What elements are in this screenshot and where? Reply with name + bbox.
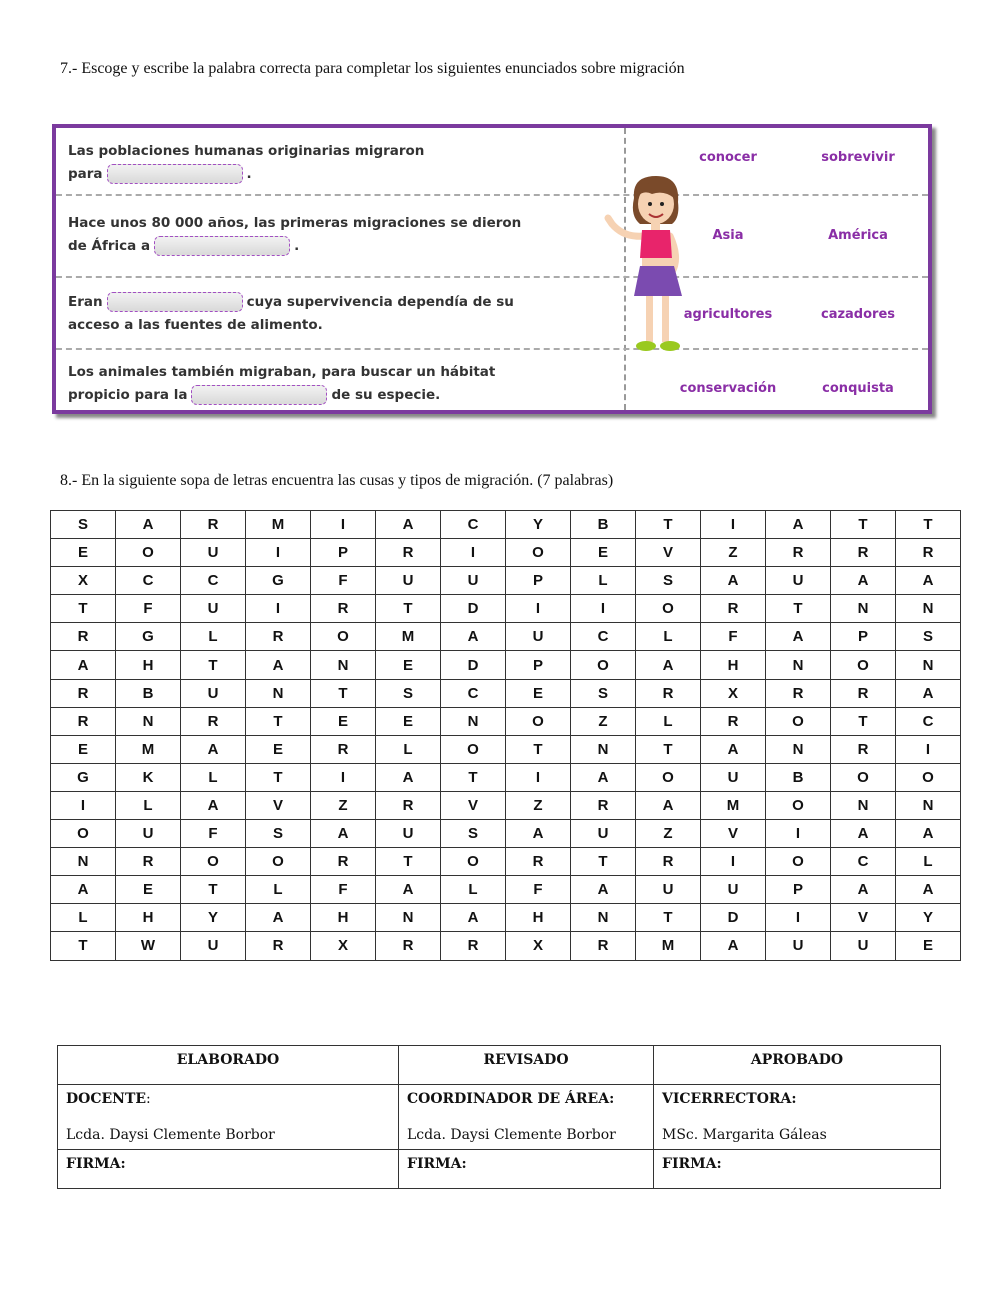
- grid-letter-cell[interactable]: F: [701, 623, 766, 651]
- grid-letter-cell[interactable]: L: [181, 623, 246, 651]
- grid-letter-cell[interactable]: R: [636, 679, 701, 707]
- grid-row: [51, 595, 961, 623]
- grid-letter-cell[interactable]: V: [246, 791, 311, 819]
- grid-letter-cell[interactable]: Y: [896, 904, 961, 932]
- header-elaborado: ELABORADO: [58, 1046, 399, 1085]
- grid-letter-cell[interactable]: M: [701, 791, 766, 819]
- grid-letter-cell[interactable]: L: [181, 763, 246, 791]
- grid-letter-cell[interactable]: O: [506, 707, 571, 735]
- grid-letter-cell[interactable]: O: [311, 623, 376, 651]
- grid-letter-cell[interactable]: O: [571, 651, 636, 679]
- grid-letter-cell[interactable]: A: [701, 932, 766, 960]
- grid-letter-cell[interactable]: O: [766, 848, 831, 876]
- grid-letter-cell[interactable]: Y: [181, 904, 246, 932]
- grid-letter-cell[interactable]: R: [116, 848, 181, 876]
- grid-letter-cell[interactable]: C: [831, 848, 896, 876]
- grid-letter-cell[interactable]: L: [571, 567, 636, 595]
- grid-letter-cell[interactable]: P: [311, 539, 376, 567]
- grid-letter-cell[interactable]: R: [376, 539, 441, 567]
- grid-letter-cell[interactable]: R: [376, 932, 441, 960]
- grid-letter-cell[interactable]: A: [311, 820, 376, 848]
- grid-letter-cell[interactable]: X: [311, 932, 376, 960]
- grid-letter-cell[interactable]: S: [51, 511, 116, 539]
- grid-letter-cell[interactable]: F: [506, 876, 571, 904]
- grid-letter-cell[interactable]: I: [896, 735, 961, 763]
- grid-letter-cell[interactable]: F: [311, 876, 376, 904]
- grid-letter-cell[interactable]: E: [116, 876, 181, 904]
- row-divider: [56, 276, 928, 278]
- sentence-4: Los animales también migraban, para buscar un hábitat propicio para la de su especie.: [68, 364, 496, 403]
- grid-letter-cell[interactable]: I: [311, 763, 376, 791]
- grid-letter-cell[interactable]: P: [506, 651, 571, 679]
- grid-letter-cell[interactable]: D: [441, 651, 506, 679]
- grid-letter-cell[interactable]: P: [766, 876, 831, 904]
- name-vicerrectora: MSc. Margarita Gáleas: [662, 1127, 827, 1143]
- grid-letter-cell[interactable]: U: [181, 932, 246, 960]
- option-conquista[interactable]: conquista: [822, 381, 894, 396]
- grid-letter-cell[interactable]: O: [441, 735, 506, 763]
- grid-letter-cell[interactable]: R: [181, 707, 246, 735]
- grid-letter-cell[interactable]: Z: [636, 820, 701, 848]
- grid-letter-cell[interactable]: T: [831, 511, 896, 539]
- grid-letter-cell[interactable]: V: [701, 820, 766, 848]
- grid-letter-cell[interactable]: I: [701, 511, 766, 539]
- grid-letter-cell[interactable]: R: [311, 735, 376, 763]
- grid-letter-cell[interactable]: A: [831, 567, 896, 595]
- grid-letter-cell[interactable]: N: [766, 651, 831, 679]
- grid-letter-cell[interactable]: N: [831, 595, 896, 623]
- grid-letter-cell[interactable]: I: [246, 539, 311, 567]
- grid-row: [51, 679, 961, 707]
- option-asia[interactable]: Asia: [712, 228, 744, 243]
- grid-letter-cell[interactable]: O: [116, 539, 181, 567]
- grid-row: [51, 567, 961, 595]
- grid-row: [51, 932, 961, 960]
- sentence-1: Las poblaciones humanas originarias migraron para .: [68, 143, 425, 182]
- grid-letter-cell[interactable]: R: [831, 679, 896, 707]
- grid-letter-cell[interactable]: U: [701, 876, 766, 904]
- grid-letter-cell[interactable]: N: [766, 735, 831, 763]
- grid-letter-cell[interactable]: R: [246, 623, 311, 651]
- grid-letter-cell[interactable]: S: [246, 820, 311, 848]
- grid-letter-cell[interactable]: T: [896, 511, 961, 539]
- grid-letter-cell[interactable]: O: [246, 848, 311, 876]
- grid-letter-cell[interactable]: P: [506, 567, 571, 595]
- grid-letter-cell[interactable]: C: [896, 707, 961, 735]
- grid-letter-cell[interactable]: V: [831, 904, 896, 932]
- grid-letter-cell[interactable]: A: [51, 651, 116, 679]
- blank-input-2[interactable]: [154, 236, 290, 256]
- cell-coordinador: [399, 1085, 654, 1150]
- grid-letter-cell[interactable]: Z: [701, 539, 766, 567]
- cell-docente: DOCENTE: Lcda. Daysi Clemente Borbor: [58, 1085, 399, 1150]
- grid-letter-cell[interactable]: I: [311, 511, 376, 539]
- grid-letter-cell[interactable]: T: [636, 735, 701, 763]
- grid-letter-cell[interactable]: A: [376, 763, 441, 791]
- grid-letter-cell[interactable]: K: [116, 763, 181, 791]
- grid-letter-cell[interactable]: O: [831, 763, 896, 791]
- grid-letter-cell[interactable]: R: [766, 539, 831, 567]
- role-coordinador: COORDINADOR DE ÁREA:: [407, 1091, 615, 1107]
- grid-letter-cell[interactable]: T: [246, 707, 311, 735]
- role-docente: DOCENTE: [66, 1091, 147, 1107]
- grid-letter-cell[interactable]: S: [571, 679, 636, 707]
- grid-letter-cell[interactable]: T: [831, 707, 896, 735]
- grid-letter-cell[interactable]: Y: [506, 511, 571, 539]
- grid-row: [51, 735, 961, 763]
- option-america[interactable]: América: [828, 228, 888, 243]
- grid-letter-cell[interactable]: T: [51, 932, 116, 960]
- grid-letter-cell[interactable]: E: [246, 735, 311, 763]
- grid-letter-cell[interactable]: E: [506, 679, 571, 707]
- grid-letter-cell[interactable]: Z: [571, 707, 636, 735]
- grid-letter-cell[interactable]: A: [181, 735, 246, 763]
- grid-letter-cell[interactable]: H: [116, 904, 181, 932]
- grid-letter-cell[interactable]: M: [116, 735, 181, 763]
- word-search-grid: [50, 510, 961, 961]
- grid-letter-cell[interactable]: L: [116, 791, 181, 819]
- girl-pointing-illustration: [594, 168, 704, 368]
- grid-row: [51, 820, 961, 848]
- grid-letter-cell[interactable]: A: [766, 623, 831, 651]
- grid-letter-cell[interactable]: O: [636, 595, 701, 623]
- header-aprobado: APROBADO: [654, 1046, 941, 1085]
- grid-letter-cell[interactable]: A: [376, 511, 441, 539]
- header-revisado: REVISADO: [399, 1046, 654, 1085]
- grid-letter-cell[interactable]: E: [896, 932, 961, 960]
- grid-letter-cell[interactable]: X: [506, 932, 571, 960]
- grid-letter-cell[interactable]: A: [506, 820, 571, 848]
- grid-letter-cell[interactable]: C: [441, 511, 506, 539]
- grid-letter-cell[interactable]: W: [116, 932, 181, 960]
- grid-row: [51, 876, 961, 904]
- grid-letter-cell[interactable]: I: [441, 539, 506, 567]
- grid-letter-cell[interactable]: U: [636, 876, 701, 904]
- grid-letter-cell[interactable]: A: [246, 904, 311, 932]
- grid-letter-cell[interactable]: T: [246, 763, 311, 791]
- grid-letter-cell[interactable]: A: [246, 651, 311, 679]
- grid-letter-cell[interactable]: U: [181, 539, 246, 567]
- grid-letter-cell[interactable]: L: [51, 904, 116, 932]
- grid-letter-cell[interactable]: H: [701, 651, 766, 679]
- option-conservacion[interactable]: conservación: [679, 381, 777, 396]
- grid-letter-cell[interactable]: R: [376, 791, 441, 819]
- grid-letter-cell[interactable]: V: [441, 791, 506, 819]
- grid-letter-cell[interactable]: E: [376, 707, 441, 735]
- grid-letter-cell[interactable]: L: [636, 707, 701, 735]
- exercise-box: [52, 124, 932, 414]
- firma-coordinador: FIRMA:: [399, 1150, 654, 1189]
- grid-letter-cell[interactable]: T: [441, 763, 506, 791]
- grid-letter-cell[interactable]: A: [571, 876, 636, 904]
- grid-letter-cell[interactable]: P: [831, 623, 896, 651]
- grid-letter-cell[interactable]: N: [116, 707, 181, 735]
- grid-row: [51, 791, 961, 819]
- grid-letter-cell[interactable]: U: [571, 820, 636, 848]
- name-coordinador: Lcda. Daysi Clemente Borbor: [407, 1127, 616, 1143]
- grid-letter-cell[interactable]: A: [636, 791, 701, 819]
- grid-row: [51, 848, 961, 876]
- grid-letter-cell[interactable]: L: [246, 876, 311, 904]
- grid-letter-cell[interactable]: N: [571, 735, 636, 763]
- grid-letter-cell[interactable]: A: [441, 904, 506, 932]
- grid-row: [51, 539, 961, 567]
- grid-row: [51, 763, 961, 791]
- grid-letter-cell[interactable]: E: [51, 735, 116, 763]
- grid-letter-cell[interactable]: O: [181, 848, 246, 876]
- option-agricultores[interactable]: agricultores: [683, 307, 773, 322]
- grid-letter-cell[interactable]: R: [636, 848, 701, 876]
- grid-letter-cell[interactable]: R: [51, 679, 116, 707]
- grid-letter-cell[interactable]: E: [571, 539, 636, 567]
- grid-letter-cell[interactable]: A: [831, 876, 896, 904]
- grid-row: [51, 904, 961, 932]
- grid-letter-cell[interactable]: A: [701, 567, 766, 595]
- grid-letter-cell[interactable]: U: [376, 567, 441, 595]
- grid-letter-cell[interactable]: O: [766, 707, 831, 735]
- grid-letter-cell[interactable]: U: [181, 595, 246, 623]
- grid-letter-cell[interactable]: A: [181, 791, 246, 819]
- row-divider: [56, 348, 928, 350]
- grid-letter-cell[interactable]: R: [831, 539, 896, 567]
- grid-letter-cell[interactable]: T: [506, 735, 571, 763]
- grid-letter-cell[interactable]: U: [766, 932, 831, 960]
- grid-letter-cell[interactable]: L: [376, 735, 441, 763]
- role-vicerrectora: VICERRECTORA:: [662, 1091, 797, 1107]
- grid-letter-cell[interactable]: F: [116, 595, 181, 623]
- grid-letter-cell[interactable]: E: [311, 707, 376, 735]
- grid-letter-cell[interactable]: A: [896, 567, 961, 595]
- grid-letter-cell[interactable]: N: [896, 651, 961, 679]
- grid-letter-cell[interactable]: N: [311, 651, 376, 679]
- grid-letter-cell[interactable]: I: [51, 791, 116, 819]
- grid-letter-cell[interactable]: T: [636, 904, 701, 932]
- blank-input-4[interactable]: [191, 385, 327, 405]
- grid-letter-cell[interactable]: A: [896, 679, 961, 707]
- grid-letter-cell[interactable]: T: [311, 679, 376, 707]
- grid-letter-cell[interactable]: I: [701, 848, 766, 876]
- grid-letter-cell[interactable]: I: [571, 595, 636, 623]
- grid-letter-cell[interactable]: A: [766, 511, 831, 539]
- grid-letter-cell[interactable]: H: [116, 651, 181, 679]
- cell-vicerrectora: [654, 1085, 941, 1150]
- grid-letter-cell[interactable]: T: [181, 876, 246, 904]
- grid-letter-cell[interactable]: R: [51, 707, 116, 735]
- grid-letter-cell[interactable]: A: [51, 876, 116, 904]
- name-docente: Lcda. Daysi Clemente Borbor: [66, 1127, 275, 1143]
- grid-letter-cell[interactable]: U: [831, 932, 896, 960]
- grid-letter-cell[interactable]: O: [636, 763, 701, 791]
- grid-letter-cell[interactable]: R: [506, 848, 571, 876]
- grid-letter-cell[interactable]: U: [376, 820, 441, 848]
- grid-letter-cell[interactable]: I: [766, 904, 831, 932]
- grid-letter-cell[interactable]: R: [831, 735, 896, 763]
- grid-letter-cell[interactable]: R: [181, 511, 246, 539]
- grid-letter-cell[interactable]: U: [701, 763, 766, 791]
- grid-letter-cell[interactable]: B: [766, 763, 831, 791]
- grid-letter-cell[interactable]: A: [441, 623, 506, 651]
- grid-letter-cell[interactable]: I: [506, 763, 571, 791]
- option-conocer[interactable]: conocer: [699, 150, 757, 165]
- grid-letter-cell[interactable]: G: [246, 567, 311, 595]
- signature-table: [57, 1045, 941, 1189]
- grid-letter-cell[interactable]: B: [571, 511, 636, 539]
- grid-letter-cell[interactable]: E: [51, 539, 116, 567]
- grid-row: [51, 707, 961, 735]
- grid-letter-cell[interactable]: U: [181, 679, 246, 707]
- grid-letter-cell[interactable]: S: [441, 820, 506, 848]
- grid-letter-cell[interactable]: E: [376, 651, 441, 679]
- grid-letter-cell[interactable]: N: [896, 791, 961, 819]
- row-divider: [56, 194, 928, 196]
- grid-letter-cell[interactable]: A: [376, 876, 441, 904]
- grid-letter-cell[interactable]: A: [896, 820, 961, 848]
- grid-letter-cell[interactable]: L: [636, 623, 701, 651]
- blank-input-1[interactable]: [107, 164, 243, 184]
- grid-letter-cell[interactable]: D: [701, 904, 766, 932]
- grid-letter-cell[interactable]: N: [441, 707, 506, 735]
- grid-letter-cell[interactable]: T: [571, 848, 636, 876]
- grid-letter-cell[interactable]: H: [311, 904, 376, 932]
- grid-letter-cell[interactable]: D: [441, 595, 506, 623]
- question-8-title: 8.- En la siguiente sopa de letras encuentra las cusas y tipos de migración. (7 palabras): [60, 472, 614, 489]
- grid-letter-cell[interactable]: O: [51, 820, 116, 848]
- grid-letter-cell[interactable]: R: [311, 595, 376, 623]
- grid-letter-cell[interactable]: F: [311, 567, 376, 595]
- grid-letter-cell[interactable]: G: [116, 623, 181, 651]
- grid-letter-cell[interactable]: O: [766, 791, 831, 819]
- grid-letter-cell[interactable]: F: [181, 820, 246, 848]
- grid-letter-cell[interactable]: N: [246, 679, 311, 707]
- grid-letter-cell[interactable]: U: [766, 567, 831, 595]
- grid-letter-cell[interactable]: N: [51, 848, 116, 876]
- grid-letter-cell[interactable]: Z: [311, 791, 376, 819]
- grid-letter-cell[interactable]: R: [571, 791, 636, 819]
- grid-letter-cell[interactable]: R: [246, 932, 311, 960]
- grid-letter-cell[interactable]: X: [701, 679, 766, 707]
- grid-letter-cell[interactable]: A: [701, 735, 766, 763]
- grid-letter-cell[interactable]: L: [896, 848, 961, 876]
- grid-letter-cell[interactable]: N: [896, 595, 961, 623]
- grid-letter-cell[interactable]: S: [636, 567, 701, 595]
- grid-letter-cell[interactable]: A: [116, 511, 181, 539]
- grid-letter-cell[interactable]: I: [506, 595, 571, 623]
- grid-letter-cell[interactable]: M: [246, 511, 311, 539]
- grid-letter-cell[interactable]: H: [506, 904, 571, 932]
- grid-letter-cell[interactable]: C: [441, 679, 506, 707]
- grid-letter-cell[interactable]: R: [571, 932, 636, 960]
- sentence-3: Eran cuya supervivencia dependía de su acceso a las fuentes de alimento.: [68, 294, 514, 333]
- grid-letter-cell[interactable]: C: [181, 567, 246, 595]
- grid-letter-cell[interactable]: O: [896, 763, 961, 791]
- grid-letter-cell[interactable]: L: [441, 876, 506, 904]
- grid-letter-cell[interactable]: N: [571, 904, 636, 932]
- grid-letter-cell[interactable]: R: [311, 848, 376, 876]
- grid-letter-cell[interactable]: M: [376, 623, 441, 651]
- grid-letter-cell[interactable]: A: [831, 820, 896, 848]
- grid-row: [51, 623, 961, 651]
- grid-letter-cell[interactable]: U: [441, 567, 506, 595]
- grid-letter-cell[interactable]: V: [636, 539, 701, 567]
- grid-letter-cell[interactable]: U: [506, 623, 571, 651]
- grid-letter-cell[interactable]: A: [896, 876, 961, 904]
- grid-letter-cell[interactable]: R: [701, 707, 766, 735]
- grid-letter-cell[interactable]: M: [636, 932, 701, 960]
- grid-letter-cell[interactable]: S: [896, 623, 961, 651]
- grid-letter-cell[interactable]: X: [51, 567, 116, 595]
- grid-letter-cell[interactable]: R: [766, 679, 831, 707]
- grid-letter-cell[interactable]: T: [636, 511, 701, 539]
- grid-letter-cell[interactable]: R: [441, 932, 506, 960]
- grid-letter-cell[interactable]: R: [51, 623, 116, 651]
- question-7-title: 7.- Escoge y escribe la palabra correcta para completar los siguientes enunciados sobre migración: [60, 60, 685, 77]
- grid-letter-cell[interactable]: R: [701, 595, 766, 623]
- grid-letter-cell[interactable]: I: [246, 595, 311, 623]
- grid-letter-cell[interactable]: T: [376, 595, 441, 623]
- grid-row: [51, 511, 961, 539]
- option-sobrevivir[interactable]: sobrevivir: [821, 150, 895, 165]
- grid-letter-cell[interactable]: I: [766, 820, 831, 848]
- blank-input-3[interactable]: [107, 292, 243, 312]
- grid-letter-cell[interactable]: O: [831, 651, 896, 679]
- firma-docente: FIRMA:: [58, 1150, 399, 1189]
- option-cazadores[interactable]: cazadores: [820, 307, 896, 322]
- grid-letter-cell[interactable]: T: [181, 651, 246, 679]
- grid-letter-cell[interactable]: R: [896, 539, 961, 567]
- grid-letter-cell[interactable]: C: [571, 623, 636, 651]
- grid-letter-cell[interactable]: C: [116, 567, 181, 595]
- grid-letter-cell[interactable]: O: [506, 539, 571, 567]
- grid-letter-cell[interactable]: T: [766, 595, 831, 623]
- grid-row: [51, 651, 961, 679]
- grid-letter-cell[interactable]: T: [51, 595, 116, 623]
- grid-letter-cell[interactable]: S: [376, 679, 441, 707]
- grid-letter-cell[interactable]: T: [376, 848, 441, 876]
- grid-letter-cell[interactable]: N: [831, 791, 896, 819]
- grid-letter-cell[interactable]: O: [441, 848, 506, 876]
- grid-letter-cell[interactable]: B: [116, 679, 181, 707]
- grid-letter-cell[interactable]: Z: [506, 791, 571, 819]
- sentence-2: Hace unos 80 000 años, las primeras migraciones se dieron de África a .: [68, 215, 522, 254]
- grid-letter-cell[interactable]: A: [571, 763, 636, 791]
- firma-vicerrectora: FIRMA:: [654, 1150, 941, 1189]
- grid-letter-cell[interactable]: G: [51, 763, 116, 791]
- grid-letter-cell[interactable]: A: [636, 651, 701, 679]
- grid-letter-cell[interactable]: N: [376, 904, 441, 932]
- grid-letter-cell[interactable]: U: [116, 820, 181, 848]
